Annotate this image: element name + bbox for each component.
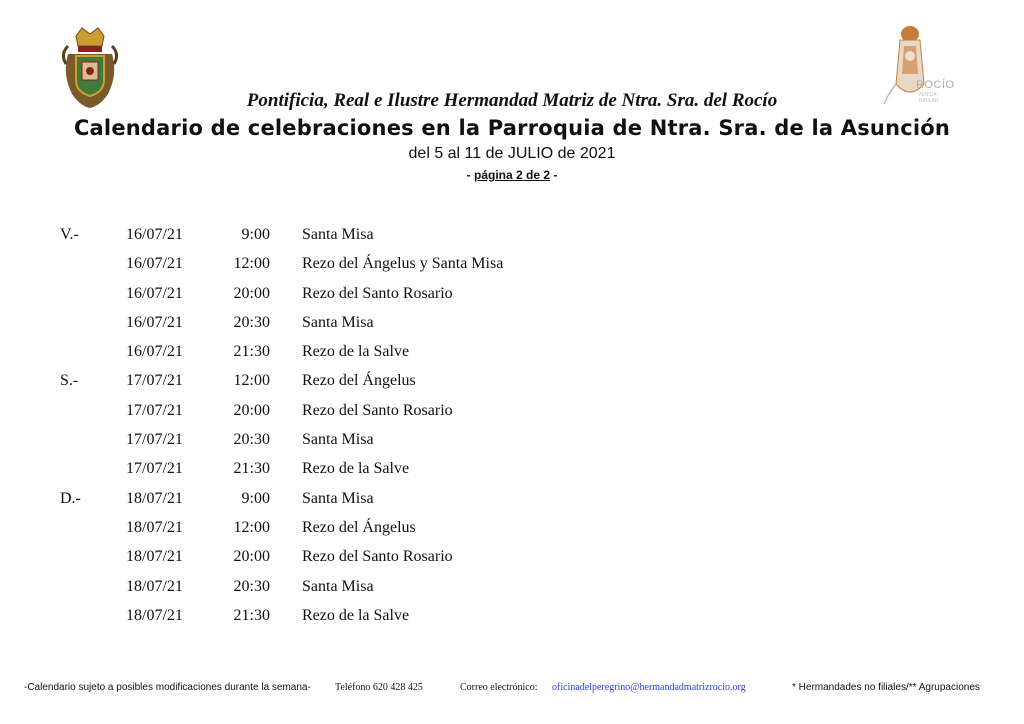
schedule-row [0,542,1024,571]
day-label: S.- [60,372,79,390]
schedule-row [0,308,1024,337]
footer-email-label: Correo electrónico: [460,682,538,693]
schedule-row [0,484,1024,513]
activity-cell: Rezo de la Salve [302,460,410,478]
page-suffix: - [550,168,558,182]
time-cell: 20:30 [233,431,270,449]
activity-cell: Santa Misa [302,431,374,449]
time-cell: 21:30 [233,343,270,361]
time-cell: 9:00 [241,226,270,243]
activity-cell: Rezo de la Salve [302,343,410,361]
schedule-row [0,572,1024,601]
page-footer [0,682,1024,698]
schedule-row [0,425,1024,454]
schedule-row [0,337,1024,366]
brotherhood-name: Pontificia, Real e Ilustre Hermandad Matriz de Ntra. Sra. del Rocío [246,90,778,111]
time-cell: 9:00 [241,489,270,507]
page-indicator [0,168,1024,182]
date-cell: 18/07/21 [126,489,183,507]
time-cell: 20:30 [233,577,270,595]
activity-cell: Rezo de la Salve [302,606,410,624]
activity-cell: Santa Misa [302,489,374,507]
date-cell: 18/07/21 [126,548,183,566]
activity-cell: Rezo del Ángelus [302,372,416,390]
time-cell: 12:00 [233,518,270,536]
activity-cell: Rezo del Santo Rosario [302,284,453,302]
footer-legend: * Hermandades no filiales/** Agrupaciones [792,682,980,693]
schedule-row [0,396,1024,425]
date-range: del 5 al 11 de JULIO de 2021 [408,145,616,162]
date-cell: 18/07/21 [126,577,183,595]
celebration-schedule [0,220,1024,630]
activity-cell: Rezo del Santo Rosario [302,548,453,566]
logo-rocio-text: ROCÍO [916,79,955,91]
schedule-row [0,601,1024,630]
time-cell: 20:00 [233,548,270,566]
page-number: página 2 de 2 [473,168,551,182]
schedule-row [0,279,1024,308]
activity-cell: Rezo del Santo Rosario [302,401,453,419]
date-cell: 18/07/21 [126,518,183,536]
date-cell: 16/07/21 [126,343,183,361]
page-prefix: - [466,168,474,182]
date-cell: 17/07/21 [126,460,183,478]
date-cell: 16/07/21 [126,255,183,273]
date-cell: 16/07/21 [126,226,183,243]
time-cell: 12:00 [233,255,270,273]
day-label: D.- [60,489,81,507]
day-label: V.- [60,226,79,243]
page-title: Calendario de celebraciones en la Parroquia de Ntra. Sra. de la Asunción [73,116,951,140]
footer-email-link[interactable]: oficinadelperegrino@hermandadmatrizrocio.org [552,682,746,693]
footer-disclaimer: -Calendario sujeto a posibles modificaciones durante la semana- [24,682,311,693]
schedule-row [0,513,1024,542]
date-cell: 17/07/21 [126,401,183,419]
time-cell: 21:30 [233,460,270,478]
time-cell: 20:30 [233,313,270,331]
schedule-row [0,249,1024,278]
activity-cell: Rezo del Ángelus y Santa Misa [302,255,504,273]
footer-phone: Teléfono 620 428 425 [335,682,423,693]
schedule-row [0,220,1024,249]
date-cell: 16/07/21 [126,313,183,331]
time-cell: 12:00 [233,372,270,390]
schedule-row [0,366,1024,395]
date-cell: 16/07/21 [126,284,183,302]
time-cell: 20:00 [233,284,270,302]
time-cell: 21:30 [233,606,270,624]
activity-cell: Santa Misa [302,577,374,595]
date-cell: 18/07/21 [126,606,183,624]
activity-cell: Santa Misa [302,313,374,331]
date-cell: 17/07/21 [126,372,183,390]
time-cell: 20:00 [233,401,270,419]
activity-cell: Santa Misa [302,226,374,243]
schedule-row [0,454,1024,483]
activity-cell: Rezo del Ángelus [302,518,416,536]
logo-rocio-subtext: VENIDA JUBILAR [918,92,939,104]
date-cell: 17/07/21 [126,431,183,449]
